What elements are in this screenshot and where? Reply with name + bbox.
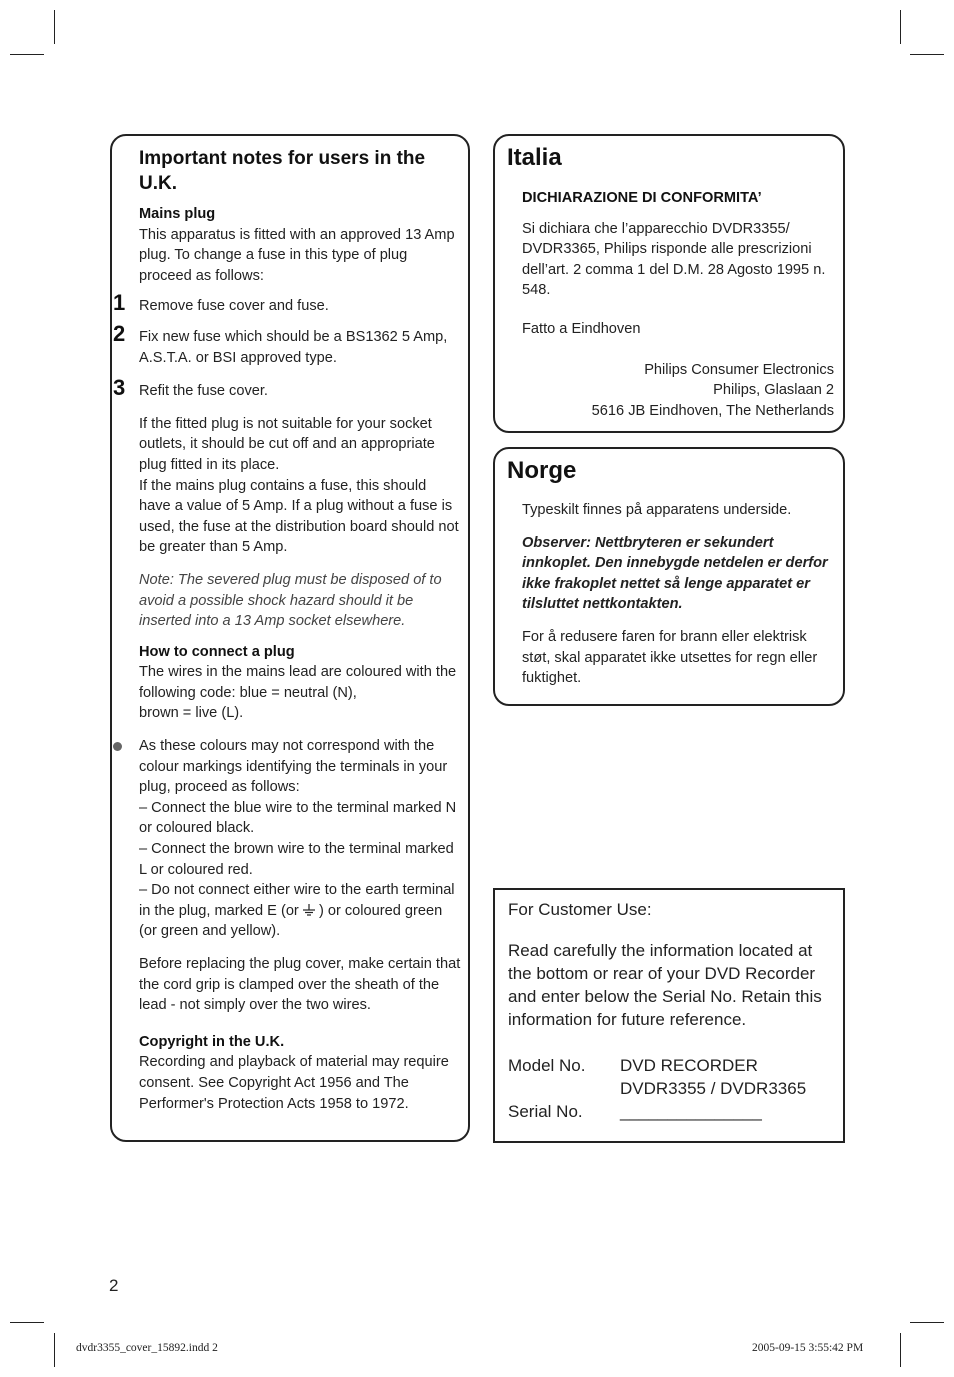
step-text: Remove fuse cover and fuse. [139, 298, 329, 315]
step-text: Refit the fuse cover. [139, 383, 268, 400]
bullet-item-earth-text-2: ) or coloured green (or green and yellow). [139, 902, 443, 940]
customer-use-box [493, 888, 845, 1143]
model-value: DVD RECORDER [620, 1056, 758, 1075]
crop-mark [900, 1333, 901, 1367]
colour-bullet [139, 736, 461, 942]
norge-typeskilt: Typeskilt finnes på apparatens underside. [522, 502, 792, 518]
slug-timestamp: 2005-09-15 3:55:42 PM [752, 1342, 864, 1354]
italia-declaration: Si dichiara che l’apparecchio DVDR3355/ DVDR3365, Philips risponde alle prescrizioni dell’art. 2 comma 1 del D.M. 28 Agosto 1995 n. 548. [522, 220, 826, 299]
customer-text: Read carefully the information located at the bottom or rear of your DVD Recorder and enter below the Serial No. Retain this information for future reference. [508, 941, 822, 1029]
step-1 [113, 290, 461, 317]
model-label: Model No. [508, 1056, 586, 1075]
uk-title: Important notes for users in the U.K. [139, 148, 426, 194]
fuse-value-paragraph: If the mains plug contains a fuse, this should have a value of 5 Amp. If a plug without a fuse is used, the fuse at the distribution board should not be greater than 5 Amp. [139, 477, 459, 556]
crop-mark [910, 54, 944, 55]
copyright-text: Recording and playback of material may require consent. See Copyright Act 1956 and The Performer's Protection Acts 1958 to 1972. [139, 1054, 449, 1112]
bullet-intro: As these colours may not correspond with the colour markings identifying the terminals in your plug, proceed as follows: [139, 738, 448, 796]
italia-subtitle: DICHIARAZIONE DI CONFORMITA’ [522, 190, 762, 206]
severed-plug-note: Note: The severed plug must be disposed of to avoid a possible shock hazard should it be inserted into a 13 Amp socket elsewhere. [139, 571, 442, 630]
page-number: 2 [109, 1276, 119, 1295]
crop-mark [10, 54, 44, 55]
mains-plug-text: This apparatus is fitted with an approved 13 Amp plug. To change a fuse in this type of plug proceed as follows: [139, 226, 455, 284]
connect-plug-heading: How to connect a plug [139, 643, 295, 660]
norge-box [493, 447, 845, 706]
step-number: 3 [113, 375, 126, 401]
model-row [508, 1054, 838, 1100]
address-line: 5616 JB Eindhoven, The Netherlands [591, 402, 834, 419]
bullet-dot-icon [113, 742, 122, 751]
norge-title: Norge [507, 457, 577, 484]
crop-mark [900, 10, 901, 44]
copyright-heading: Copyright in the U.K. [139, 1033, 285, 1050]
serial-row [508, 1100, 838, 1123]
customer-heading: For Customer Use: [508, 900, 652, 919]
mains-plug-heading: Mains plug [139, 206, 216, 222]
slug-filename: dvdr3355_cover_15892.indd 2 [76, 1342, 218, 1354]
italia-place: Fatto a Eindhoven [522, 320, 641, 337]
address-line: Philips Consumer Electronics [644, 361, 834, 378]
earth-ground-icon [303, 904, 315, 916]
connect-plug-text-2: brown = live (L). [139, 705, 244, 722]
address-line: Philips, Glaslaan 2 [713, 382, 834, 399]
step-number: 1 [113, 290, 126, 316]
plug-cover-paragraph: Before replacing the plug cover, make certain that the cord grip is clamped over the sheath of the lead - not simply over the two wires. [139, 956, 461, 1014]
fitted-plug-paragraph: If the fitted plug is not suitable for your socket outlets, it should be cut off and an appropriate plug fitted in its place. [139, 415, 435, 473]
step-number: 2 [113, 320, 126, 346]
serial-label: Serial No. [508, 1102, 583, 1121]
step-2 [113, 320, 461, 368]
norge-text: For å redusere faren for brann eller elektrisk støt, skal apparatet ikke utsettes for regn eller fuktighet. [522, 628, 818, 687]
step-text: Fix new fuse which should be a BS1362 5 Amp, A.S.T.A. or BSI approved type. [139, 328, 448, 366]
italia-title: Italia [507, 144, 562, 171]
bullet-item-brown: – Connect the brown wire to the terminal marked L or coloured red. [139, 841, 454, 878]
connect-plug-text: The wires in the mains lead are coloured with the following code: blue = neutral (N), [139, 664, 457, 701]
bullet-item-earth-text: – Do not connect either wire to the earth terminal in the plug, marked E (or [139, 882, 455, 919]
italia-box [493, 134, 845, 433]
serial-field: _______________ [620, 1102, 762, 1121]
crop-mark [910, 1322, 944, 1323]
step-3 [113, 375, 461, 402]
norge-warning: Observer: Nettbryteren er sekundert innkoplet. Den innebygde netdelen er derfor ikke frakoplet nettet så lenge apparatet er tilsluttet nettkontakten. [522, 534, 828, 613]
uk-notes-box [110, 134, 470, 1142]
bullet-item-blue: – Connect the blue wire to the terminal marked N or coloured black. [139, 799, 457, 837]
crop-mark [54, 10, 55, 44]
crop-mark [54, 1333, 55, 1367]
crop-mark [10, 1322, 44, 1323]
model-value-2: DVDR3355 / DVDR3365 [620, 1079, 807, 1098]
bullet-item-earth [139, 880, 461, 942]
